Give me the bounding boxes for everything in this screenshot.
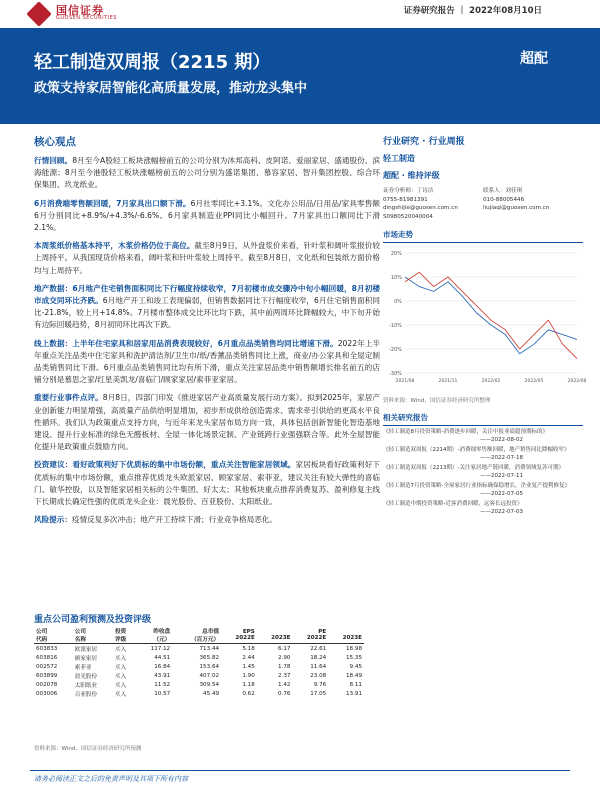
table-row [34, 689, 364, 698]
analyst-row [383, 204, 583, 213]
col-pe-2023: 2023E [328, 626, 364, 644]
analyst-field: 联系人：刘佳琪 [483, 188, 523, 194]
table-source: 资料来源：Wind、国信证券经济研究所预测 [34, 746, 142, 752]
table-cell: 1.18 [242, 681, 255, 688]
table-cell: 407.02 [199, 672, 220, 679]
logo-mark-icon [26, 1, 51, 26]
y-tick-label: -10% [389, 323, 402, 329]
y-tick-label: 10% [390, 275, 402, 281]
table-cell: 002572 [36, 663, 58, 670]
paragraph-body: 6月地产开工和竣工表现偏弱，但销售数据同比下行幅度收窄，6月住宅销售面积同比-21.8%，较上月+14.8%。7月楼市整体成交比环比均下跌，其中前两周环比降幅较大，中下旬开始有边际回暖趋势，8月初同环比再次下跌。 [34, 296, 380, 330]
series-line-2 [405, 272, 577, 358]
table-cell: 18.98 [345, 645, 362, 652]
col-name: 公司 名称 [73, 626, 113, 644]
paragraph-body: 6月社零同比+3.1%。文化办公用品/日用品/家具零售额6月分别同比+8.9%/+4.3%/-6.6%。6月家具制造业PPI同比小幅回升。7月家具出口额同比下滑2.1%。 [34, 198, 380, 233]
table-cell: 16.84 [154, 663, 171, 670]
table-cell: 买入 [115, 682, 127, 689]
chart-source: 资料来源：Wind、国信证券经济研究所整理 [383, 398, 491, 404]
table-body [34, 644, 364, 699]
sidebar [383, 130, 587, 516]
paragraph-lead: 风险提示： [34, 515, 72, 525]
table-cell: 太阳纸业 [74, 682, 98, 689]
paragraph-body: 截至8月9日，从外盘浆价来看，针叶浆和阔叶浆报价较上周持平。从我国现货价格来看，阔叶浆和针叶浆较上周持平。截至8月8日，文化纸和包装纸方面价格均与上周持平。 [34, 241, 380, 275]
related-report-date: ——2022-07-18 [480, 455, 523, 461]
related-report-title: 《轻工制造双周报（2214期）-消费细零售额回暖，地产销售同比降幅收窄》 [383, 447, 570, 453]
x-tick-label: 2021/08 [395, 379, 415, 384]
table-cell: 1.78 [278, 663, 291, 670]
table-cell: 9.45 [349, 663, 362, 670]
analyst-field: 0755-81981391 [383, 196, 428, 203]
table-cell: 44.51 [154, 654, 171, 661]
table-row [34, 653, 364, 662]
table-cell: 603833 [36, 645, 58, 652]
body-paragraph [34, 338, 380, 387]
table-cell: 9.76 [313, 681, 327, 688]
x-tick-label: 2022/02 [481, 379, 501, 384]
page-header [0, 0, 600, 28]
table-cell: 买入 [115, 673, 127, 680]
body-paragraph [34, 240, 380, 277]
related-report-date: ——2022-07-03 [480, 509, 523, 515]
related-report-date: ——2022-07-05 [480, 491, 523, 497]
related-report[interactable] [383, 482, 583, 498]
paragraph-lead: 重要行业事件点评。 [34, 393, 103, 403]
paragraph-lead: 线上数据：上半年住宅家具和居家用品消费表现较好，6月重点品类销售均同比增速下滑。 [34, 338, 338, 348]
y-tick-label: -20% [389, 347, 402, 353]
industry-rating: 超配 · 维持评级 [383, 171, 440, 180]
table-cell: 1.90 [242, 672, 255, 679]
related-report-date: ——2022-07-11 [480, 473, 523, 479]
table-cell: 晨光股份 [74, 673, 98, 680]
col-rating: 投资 评级 [113, 626, 136, 644]
table-cell: 22.61 [310, 645, 327, 652]
series-line-1 [405, 277, 577, 354]
col-eps-2023: 2023E [257, 626, 293, 644]
col-code: 公司 代码 [34, 626, 73, 644]
table-cell: 003006 [36, 690, 58, 697]
forecast-table [34, 626, 364, 698]
logo-name-cn: 国信证券 [56, 4, 104, 17]
table-cell: 309.54 [199, 681, 220, 688]
col-mktcap: 总市值 （百万元） [172, 626, 221, 644]
table-cell: 买入 [115, 655, 127, 662]
chart-title: 市场走势 [383, 229, 583, 243]
paragraph-lead: 地产数据：6月地产住宅销售面积同比下行幅度持续收窄，7月初楼市成交骤冷中旬小幅回暖，8月初楼市成交同环比齐跌。 [34, 283, 380, 306]
analyst-row [383, 187, 583, 196]
table-cell: 153.64 [199, 663, 220, 670]
table-row [34, 680, 364, 689]
table-cell: 0.76 [278, 690, 291, 697]
table-cell: 顾家家居 [74, 655, 98, 662]
analyst-field: 证券分析师：丁诗洁 [383, 188, 434, 194]
paragraph-list [34, 155, 380, 526]
table-cell: 365.82 [199, 654, 220, 661]
col-pe-2022: PE 2022E [293, 626, 329, 644]
col-eps-2022: EPS 2022E [221, 626, 257, 644]
rating-badge: 超配 [520, 51, 548, 67]
related-report-title: 《轻工制造8月投资策略-消费逐步回暖，关注中报业绩超预期标的》 [383, 429, 548, 435]
table-cell: 索菲亚 [74, 664, 92, 671]
industry-name: 轻工制造 [383, 154, 415, 163]
paragraph-lead: 本周浆纸价格基本持平，木浆价格仍位于高位。 [34, 241, 195, 251]
body-paragraph [34, 392, 380, 453]
section-title: 核心观点 [34, 136, 76, 148]
table-cell: 17.05 [310, 690, 327, 697]
table-row [34, 671, 364, 680]
y-tick-label: -30% [389, 371, 402, 377]
related-report-title: 《轻工制造双周报（2213期）-关注家居地产链回暖，消费领域复苏可期》 [383, 465, 564, 471]
analyst-field: S0980520040004 [383, 213, 433, 220]
analyst-row [383, 213, 583, 222]
related-report[interactable] [383, 428, 583, 444]
table-cell: 2.37 [278, 672, 291, 679]
col-close: 昨收盘 （元） [136, 626, 172, 644]
table-cell: 10.57 [154, 690, 171, 697]
paragraph-lead: 行情回顾。 [34, 156, 73, 165]
table-cell: 11.52 [154, 681, 171, 688]
x-tick-label: 2022/05 [524, 379, 544, 384]
analyst-field: liujiaqi@guosen.com.cn [483, 205, 550, 211]
paragraph-lead: 投资建议：看好政策利好下优质标的集中市场份额，重点关注智能家居领域。 [34, 460, 296, 470]
table-cell: 11.64 [310, 663, 327, 670]
table-cell: 8.11 [349, 681, 362, 688]
paragraph-body: 8月至今A股轻工板块涨幅榜前五的公司分别为沐邦高科、皮阿诺、爱丽家居、盛通股份、滨海能源；8月至今港股轻工板块涨幅榜前五的公司分别为盛诺集团、慕容家居、智升集团控股、综合环保集团、玖龙纸业。 [34, 156, 381, 190]
analyst-row [383, 196, 583, 205]
related-list [383, 428, 583, 516]
x-tick-label: 2021/11 [438, 379, 458, 384]
table-cell: 2.44 [242, 654, 255, 661]
table-cell: 6.17 [278, 645, 291, 652]
market-trend-chart [383, 245, 587, 390]
related-report-date: ——2022-08-02 [480, 437, 523, 443]
analyst-field: dingshijie@guosen.com.cn [383, 205, 458, 211]
analyst-info [383, 187, 583, 221]
body-paragraph [34, 155, 380, 192]
related-title: 相关研究报告 [383, 412, 583, 426]
body-paragraph [34, 514, 380, 526]
table-cell: 欧派家居 [74, 646, 98, 653]
table-cell: 1.45 [242, 663, 255, 670]
table-cell: 18.49 [345, 672, 362, 679]
table-cell: 43.91 [154, 672, 171, 679]
table-title: 重点公司盈利预测及投资评级 [34, 615, 152, 625]
body-paragraph [34, 283, 380, 332]
table-cell: 603899 [36, 672, 58, 679]
paragraph-body: 2022年上半年重点关注品类中住宅家具和洗护清洁剂/卫生巾/纸/香薰品类销售同比上涨，商业/办公家具和全屋定制品类销售同比下滑。6月重点品类销售同比均有所下滑，重点关注家居品类中销售额增长排名前五的店铺分别是慕思之家/红星美凯龙/喜临门/顾家家居/索菲亚家居。 [34, 338, 380, 385]
paragraph-body: 8月8日，四部门印发《推进家居产业高质量发展行动方案》。拟到2025年，家居产业创新能力明显增强，高质量产品供给明显增加，初步形成供给创造需求、需求牵引供给的更高水平良性循环。我们认为政策重点支持方向，与近年来龙头家居布局方向一致，具体包括创新智能化智造基地建设、提升行业标准的绿色无醛板材、全屋一体化场景定制、产业链跨行业强强联合等。此外全屋智能化提升是政策重点鼓励方向。 [34, 393, 381, 452]
x-tick-label: 2022/08 [567, 379, 587, 384]
table-cell: 百亚股份 [74, 691, 98, 698]
table-cell: 23.08 [310, 672, 327, 679]
report-subtitle: 政策支持家居智能化高质量发展，推动龙头集中 [34, 81, 308, 96]
table-cell: 603816 [36, 654, 58, 661]
logo-name-en: GUOSEN SECURITIES [56, 15, 117, 21]
report-title: 轻工制造双周报（2215 期） [34, 52, 271, 73]
body-paragraph [34, 198, 380, 235]
y-tick-label: 0% [394, 299, 402, 305]
table-cell: 15.35 [345, 654, 362, 661]
table-cell: 117.12 [150, 645, 171, 652]
table-cell: 买入 [115, 646, 127, 653]
table-cell: 45.49 [203, 690, 220, 697]
table-cell: 买入 [115, 664, 127, 671]
footer-divider [30, 770, 570, 771]
related-report-title: 《轻工制造7月投资策略-全屋家居行业指标确保稳增长，企业复产提利修复》 [383, 483, 570, 489]
table-row [34, 644, 364, 654]
table-cell: 0.62 [242, 690, 255, 697]
table-cell: 713.44 [199, 645, 220, 652]
table-cell: 买入 [115, 691, 127, 698]
report-type-date: 证券研究报告 ｜ 2022年08月10日 [403, 6, 542, 16]
table-cell: 1.42 [278, 681, 291, 688]
y-tick-label: 20% [390, 251, 402, 257]
related-report[interactable] [383, 500, 583, 516]
body-paragraph [34, 459, 380, 508]
table-cell: 2.90 [278, 654, 291, 661]
related-report[interactable] [383, 464, 583, 480]
paragraph-body: 疫情反复多次冲击；地产开工持续下滑；行业竞争格局恶化。 [71, 515, 277, 525]
table-cell: 5.18 [242, 645, 255, 652]
table-row [34, 662, 364, 671]
related-report[interactable] [383, 446, 583, 462]
paragraph-lead: 6月消费端零售额回暖，7月家具出口额下滑。 [34, 198, 191, 208]
table-cell: 18.24 [310, 654, 327, 661]
table-cell: 13.91 [345, 690, 362, 697]
table-cell: 002078 [36, 681, 58, 688]
paragraph-body: 家居板块看好政策利好下优质标的集中市场份额，重点推荐优质龙头欧派家居、顾家家居、索菲亚，建议关注有较大弹性的喜临门、敏华控股，以及智能家居相关标的公牛集团、好太太；其他板块重点推荐消费复苏、盈利修复主线下长期成长确定性强的优质龙头企业：晨光股份、百亚股份、太阳纸业。 [34, 460, 381, 507]
footer-disclaimer: 请务必阅读正文之后的免责声明及其项下所有内容 [34, 775, 188, 783]
core-views [34, 130, 380, 532]
table-header-row [34, 626, 364, 644]
related-report-title: 《轻工制造中期投资策略-近客消费回暖，远客长远投资》 [383, 501, 523, 507]
analyst-field: 010-88005446 [483, 196, 525, 203]
title-banner [0, 28, 600, 124]
report-category: 行业研究 · 行业周报 [383, 137, 465, 147]
guosen-logo [30, 2, 150, 26]
